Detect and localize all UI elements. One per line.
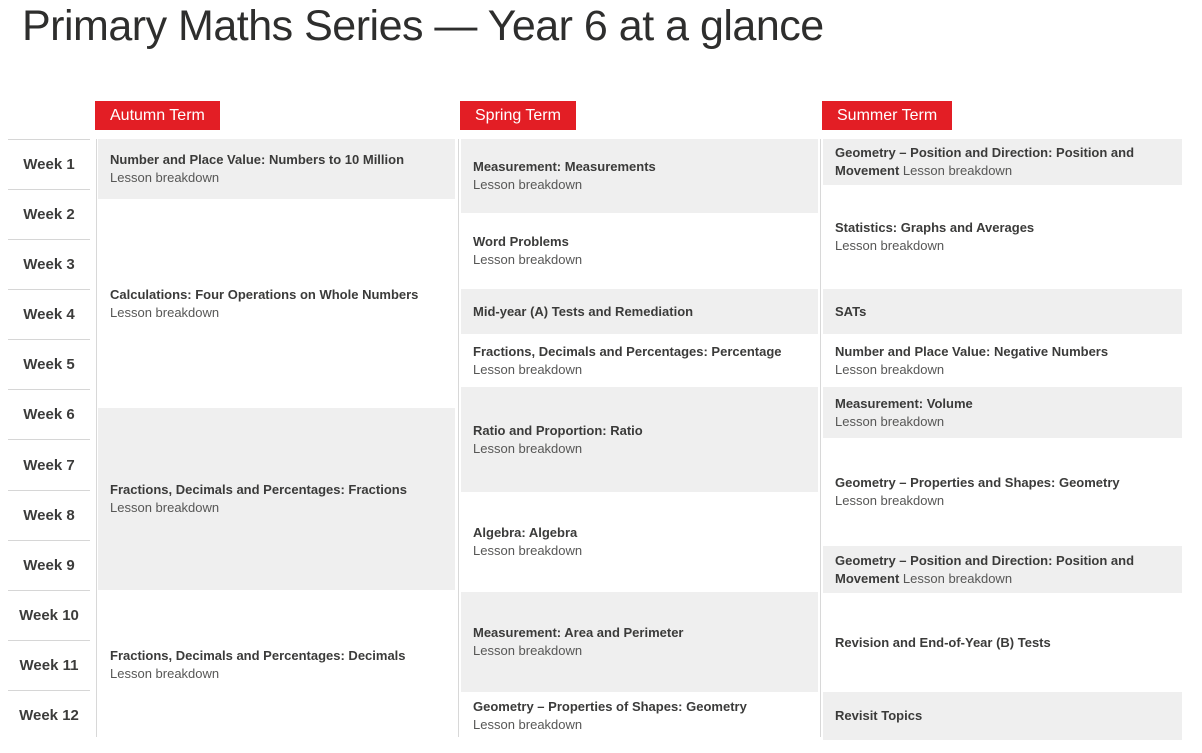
topic-title: Measurement: Volume xyxy=(835,395,973,411)
term-column-autumn xyxy=(98,139,455,740)
week-column xyxy=(8,139,90,740)
topic-title: Statistics: Graphs and Averages xyxy=(835,220,1035,235)
week-label: Week 4 xyxy=(8,289,90,339)
week-label: Week 3 xyxy=(8,239,90,289)
week-label: Week 1 xyxy=(8,139,90,189)
week-label: Week 2 xyxy=(8,189,90,239)
lesson-breakdown-link[interactable]: Lesson breakdown xyxy=(473,361,583,377)
lesson-breakdown-link[interactable]: Lesson breakdown xyxy=(835,361,945,377)
lesson-breakdown-link[interactable]: Lesson breakdown xyxy=(110,304,220,320)
topic-title: Revision and End-of-Year (B) Tests xyxy=(835,634,1051,650)
topic-title: Measurement: Area and Perimeter xyxy=(473,625,684,640)
term-badge: Autumn Term xyxy=(95,101,220,130)
topic-title: Geometry – Position and Direction: Position and Movement xyxy=(835,145,1135,178)
week-label: Week 7 xyxy=(8,439,90,489)
topic-title: Fractions, Decimals and Percentages: Decimals xyxy=(110,648,406,663)
lesson-breakdown-link[interactable]: Lesson breakdown xyxy=(835,493,945,508)
lesson-breakdown-link[interactable]: Lesson breakdown xyxy=(473,252,583,267)
topic-title: Measurement: Measurements xyxy=(473,159,656,174)
topic-title: SATs xyxy=(835,303,867,319)
lesson-breakdown-link[interactable]: Lesson breakdown xyxy=(473,643,583,658)
topic-block xyxy=(823,593,1182,692)
week-label: Week 12 xyxy=(8,690,90,740)
lesson-breakdown-link[interactable]: Lesson breakdown xyxy=(473,543,583,558)
lesson-breakdown-link[interactable]: Lesson breakdown xyxy=(473,717,583,732)
page-title: Primary Maths Series — Year 6 at a glance xyxy=(22,2,824,50)
week-label: Week 9 xyxy=(8,540,90,590)
topic-block xyxy=(823,139,1182,185)
topic-title: Geometry – Position and Direction: Position and Movement xyxy=(835,552,1135,586)
topic-block xyxy=(461,387,818,492)
column-divider xyxy=(458,139,459,737)
topic-block xyxy=(461,289,818,334)
topic-block xyxy=(461,213,818,289)
topic-block xyxy=(823,387,1182,438)
term-column-spring xyxy=(461,139,818,740)
topic-title: Fractions, Decimals and Percentages: Fractions xyxy=(110,482,407,497)
topic-title: Word Problems xyxy=(473,234,569,249)
lesson-breakdown-link[interactable]: Lesson breakdown xyxy=(902,163,1013,178)
topic-block xyxy=(823,334,1182,387)
column-divider xyxy=(820,139,821,737)
lesson-breakdown-link[interactable]: Lesson breakdown xyxy=(835,413,945,429)
topic-title: Geometry – Properties of Shapes: Geometry xyxy=(473,699,747,714)
topic-block xyxy=(98,590,455,740)
topic-block xyxy=(823,289,1182,334)
week-label: Week 11 xyxy=(8,640,90,690)
topic-title: Number and Place Value: Numbers to 10 Million xyxy=(110,152,405,167)
topic-block xyxy=(461,334,818,387)
topic-title: Calculations: Four Operations on Whole Numbers xyxy=(110,286,419,302)
column-divider xyxy=(96,139,97,737)
topic-title: Geometry – Properties and Shapes: Geometry xyxy=(835,475,1120,490)
topic-title: Ratio and Proportion: Ratio xyxy=(473,422,643,438)
topic-block xyxy=(461,139,818,213)
term-badge: Spring Term xyxy=(460,101,576,130)
lesson-breakdown-link[interactable]: Lesson breakdown xyxy=(473,177,583,192)
topic-block xyxy=(461,692,818,740)
topic-block xyxy=(823,692,1182,740)
topic-title: Fractions, Decimals and Percentages: Percentage xyxy=(473,343,782,359)
lesson-breakdown-link[interactable]: Lesson breakdown xyxy=(902,570,1013,586)
topic-block xyxy=(98,139,455,199)
topic-title: Mid-year (A) Tests and Remediation xyxy=(473,303,694,319)
week-label: Week 10 xyxy=(8,590,90,640)
lesson-breakdown-link[interactable]: Lesson breakdown xyxy=(110,170,220,185)
topic-block xyxy=(823,438,1182,546)
topic-title: Revisit Topics xyxy=(835,708,923,723)
lesson-breakdown-link[interactable]: Lesson breakdown xyxy=(473,440,583,456)
term-badge: Summer Term xyxy=(822,101,952,130)
week-label: Week 8 xyxy=(8,490,90,540)
lesson-breakdown-link[interactable]: Lesson breakdown xyxy=(110,666,220,681)
topic-block xyxy=(461,492,818,592)
topic-block xyxy=(823,185,1182,289)
lesson-breakdown-link[interactable]: Lesson breakdown xyxy=(110,500,220,515)
lesson-breakdown-link[interactable]: Lesson breakdown xyxy=(835,238,945,253)
week-label: Week 6 xyxy=(8,389,90,439)
topic-title: Algebra: Algebra xyxy=(473,525,578,540)
topic-block xyxy=(823,546,1182,593)
week-label: Week 5 xyxy=(8,339,90,389)
topic-block xyxy=(98,408,455,590)
topic-block xyxy=(461,592,818,692)
topic-title: Number and Place Value: Negative Numbers xyxy=(835,343,1109,359)
term-column-summer xyxy=(823,139,1182,740)
topic-block xyxy=(98,199,455,408)
